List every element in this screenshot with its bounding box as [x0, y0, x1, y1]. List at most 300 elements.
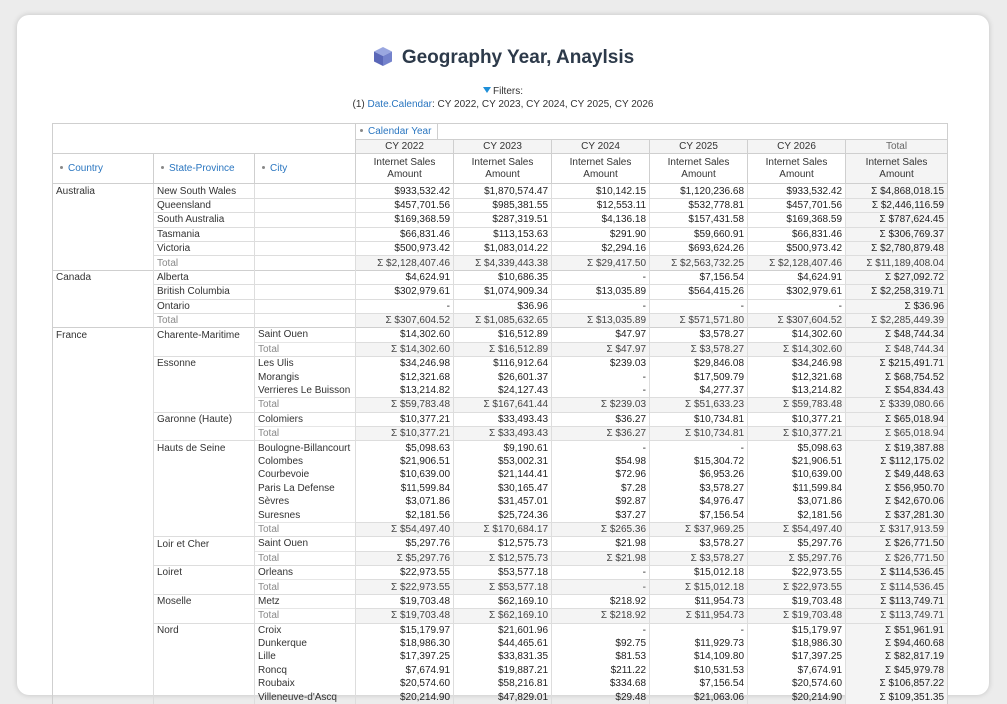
filters-panel [17, 85, 989, 111]
state-cell [154, 664, 255, 677]
value-cell: $7,674.91 [356, 664, 454, 677]
value-cell: Σ $307,604.52 [356, 313, 454, 327]
value-cell: Σ $3,578.27 [650, 342, 748, 356]
measure-header: Internet Sales Amount [552, 154, 650, 184]
state-cell [154, 609, 255, 623]
value-cell: Σ $15,012.18 [650, 580, 748, 594]
state-cell [154, 468, 255, 481]
city-cell[interactable]: Croix [255, 623, 356, 637]
value-cell: $169,368.59 [356, 213, 454, 227]
value-cell: Σ $571,571.80 [650, 313, 748, 327]
row-total-cell: Σ $54,834.43 [846, 384, 948, 398]
table-row [53, 198, 948, 212]
value-cell: $239.03 [552, 357, 650, 371]
country-cell [53, 664, 154, 677]
value-cell: $26,601.37 [454, 370, 552, 383]
table-row [53, 285, 948, 299]
value-cell: Σ $10,377.21 [748, 427, 846, 441]
state-cell[interactable]: Loiret [154, 565, 255, 579]
country-cell [53, 637, 154, 650]
value-cell: - [650, 441, 748, 455]
state-cell[interactable]: South Australia [154, 213, 255, 227]
city-cell [255, 227, 356, 241]
state-cell[interactable]: Victoria [154, 241, 255, 255]
col-header-cy2023[interactable]: CY 2023 [454, 140, 552, 154]
row-total-cell: Σ $114,536.45 [846, 580, 948, 594]
value-cell: $66,831.46 [748, 227, 846, 241]
city-cell[interactable]: Sèvres [255, 495, 356, 508]
value-cell: - [552, 441, 650, 455]
city-cell [255, 299, 356, 313]
table-row [53, 508, 948, 522]
value-cell: $7,156.54 [650, 270, 748, 284]
country-cell [53, 623, 154, 637]
table-row [53, 664, 948, 677]
state-cell [154, 690, 255, 703]
table-row [53, 565, 948, 579]
col-header-cy2022[interactable]: CY 2022 [356, 140, 454, 154]
city-cell [255, 241, 356, 255]
country-cell [53, 398, 154, 412]
country-cell [53, 370, 154, 383]
city-cell: Total [255, 427, 356, 441]
value-cell: $12,575.73 [454, 537, 552, 551]
country-cell [53, 455, 154, 468]
col-header-cy2025[interactable]: CY 2025 [650, 140, 748, 154]
value-cell: $693,624.26 [650, 241, 748, 255]
city-cell [255, 213, 356, 227]
row-total-cell: Σ $82,817.19 [846, 650, 948, 663]
value-cell: $10,142.15 [552, 184, 650, 198]
city-cell: Total [255, 398, 356, 412]
city-cell[interactable]: Saint Ouen [255, 328, 356, 342]
city-cell[interactable]: Les Ulis [255, 357, 356, 371]
value-cell: $29,846.08 [650, 357, 748, 371]
value-cell: $21,906.51 [356, 455, 454, 468]
measure-header: Internet Sales Amount [748, 154, 846, 184]
state-cell [154, 398, 255, 412]
value-cell: - [356, 299, 454, 313]
city-cell[interactable]: Courbevoie [255, 468, 356, 481]
value-cell: $18,986.30 [748, 637, 846, 650]
filter-field-link[interactable]: Date.Calendar [367, 99, 432, 110]
country-cell [53, 441, 154, 455]
table-row [53, 370, 948, 383]
value-cell: $17,397.25 [356, 650, 454, 663]
value-cell: - [552, 270, 650, 284]
table-row [53, 609, 948, 623]
value-cell: Σ $22,973.55 [356, 580, 454, 594]
state-cell[interactable]: Moselle [154, 594, 255, 608]
value-cell: - [552, 384, 650, 398]
state-cell[interactable]: British Columbia [154, 285, 255, 299]
city-cell [255, 184, 356, 198]
value-cell: $37.27 [552, 508, 650, 522]
table-row [53, 213, 948, 227]
value-cell: $291.90 [552, 227, 650, 241]
value-cell: Σ $2,128,407.46 [356, 256, 454, 270]
value-cell: $19,703.48 [748, 594, 846, 608]
city-cell: Total [255, 551, 356, 565]
value-cell: $30,165.47 [454, 482, 552, 495]
state-cell [154, 427, 255, 441]
state-cell [154, 455, 255, 468]
value-cell: Σ $33,493.43 [454, 427, 552, 441]
row-total-cell: Σ $215,491.71 [846, 357, 948, 371]
value-cell: $302,979.61 [356, 285, 454, 299]
value-cell: Σ $5,297.76 [356, 551, 454, 565]
table-row [53, 455, 948, 468]
value-cell: - [748, 299, 846, 313]
row-total-cell: Σ $42,670.06 [846, 495, 948, 508]
value-cell: $4,624.91 [356, 270, 454, 284]
report-title [17, 45, 989, 73]
table-row [53, 384, 948, 398]
country-cell [53, 677, 154, 690]
value-cell: - [552, 580, 650, 594]
state-cell [154, 650, 255, 663]
row-total-cell: Σ $306,769.37 [846, 227, 948, 241]
table-row [53, 537, 948, 551]
value-cell: $10,639.00 [748, 468, 846, 481]
country-cell [53, 213, 154, 227]
city-cell[interactable]: Colombes [255, 455, 356, 468]
state-cell[interactable]: Alberta [154, 270, 255, 284]
row-total-cell: Σ $2,285,449.39 [846, 313, 948, 327]
value-cell: $10,377.21 [356, 412, 454, 426]
value-cell: $14,302.60 [748, 328, 846, 342]
value-cell: Σ $22,973.55 [748, 580, 846, 594]
value-cell: - [552, 299, 650, 313]
table-row [53, 677, 948, 690]
country-cell [53, 427, 154, 441]
value-cell: $1,120,236.68 [650, 184, 748, 198]
country-cell [53, 551, 154, 565]
value-cell: Σ $19,703.48 [748, 609, 846, 623]
value-cell: Σ $167,641.44 [454, 398, 552, 412]
value-cell: Σ $54,497.40 [356, 522, 454, 536]
value-cell: Σ $51,633.23 [650, 398, 748, 412]
row-total-cell: Σ $51,961.91 [846, 623, 948, 637]
value-cell: $11,599.84 [356, 482, 454, 495]
state-cell[interactable]: New South Wales [154, 184, 255, 198]
table-row [53, 594, 948, 608]
state-cell [154, 637, 255, 650]
country-cell [53, 313, 154, 327]
row-field-country[interactable]: Country [53, 154, 154, 184]
row-total-cell: Σ $36.96 [846, 299, 948, 313]
state-cell[interactable]: Ontario [154, 299, 255, 313]
value-cell: - [552, 623, 650, 637]
country-cell[interactable]: Australia [53, 184, 154, 198]
value-cell: $10,377.21 [748, 412, 846, 426]
country-cell [53, 580, 154, 594]
value-cell: $25,724.36 [454, 508, 552, 522]
value-cell: $985,381.55 [454, 198, 552, 212]
country-cell [53, 565, 154, 579]
value-cell: $6,953.26 [650, 468, 748, 481]
value-cell: $116,912.64 [454, 357, 552, 371]
table-row [53, 468, 948, 481]
city-cell[interactable]: Lille [255, 650, 356, 663]
value-cell: $20,574.60 [748, 677, 846, 690]
value-cell: $1,083,014.22 [454, 241, 552, 255]
value-cell: $21,601.96 [454, 623, 552, 637]
row-field-state-province[interactable]: State-Province [154, 154, 255, 184]
state-cell[interactable]: Nord [154, 623, 255, 637]
value-cell: - [552, 370, 650, 383]
row-total-cell: Σ $49,448.63 [846, 468, 948, 481]
row-total-cell: Σ $65,018.94 [846, 427, 948, 441]
value-cell: $933,532.42 [748, 184, 846, 198]
value-cell: $19,703.48 [356, 594, 454, 608]
city-cell[interactable]: Paris La Defense [255, 482, 356, 495]
value-cell: $17,509.79 [650, 370, 748, 383]
country-cell [53, 198, 154, 212]
value-cell: $15,179.97 [748, 623, 846, 637]
value-cell: $2,294.16 [552, 241, 650, 255]
row-total-cell: Σ $26,771.50 [846, 537, 948, 551]
country-cell [53, 690, 154, 703]
value-cell: $19,887.21 [454, 664, 552, 677]
table-row [53, 482, 948, 495]
value-cell: $7,156.54 [650, 677, 748, 690]
value-cell: $157,431.58 [650, 213, 748, 227]
value-cell: Σ $59,783.48 [748, 398, 846, 412]
value-cell: Σ $239.03 [552, 398, 650, 412]
row-total-cell: Σ $787,624.45 [846, 213, 948, 227]
value-cell: - [552, 565, 650, 579]
col-header-cy2024[interactable]: CY 2024 [552, 140, 650, 154]
country-cell [53, 256, 154, 270]
value-cell: $54.98 [552, 455, 650, 468]
city-cell [255, 285, 356, 299]
row-total-cell: Σ $56,950.70 [846, 482, 948, 495]
table-row [53, 495, 948, 508]
city-cell[interactable]: Orleans [255, 565, 356, 579]
table-row [53, 313, 948, 327]
value-cell: $3,071.86 [356, 495, 454, 508]
city-cell[interactable]: Metz [255, 594, 356, 608]
value-cell: $287,319.51 [454, 213, 552, 227]
city-cell[interactable]: Suresnes [255, 508, 356, 522]
value-cell: - [650, 623, 748, 637]
value-cell: $92.75 [552, 637, 650, 650]
country-cell[interactable]: France [53, 328, 154, 342]
value-cell: $13,214.82 [748, 384, 846, 398]
value-cell: $47,829.01 [454, 690, 552, 703]
value-cell: $9,190.61 [454, 441, 552, 455]
value-cell: $4,136.18 [552, 213, 650, 227]
country-cell [53, 285, 154, 299]
value-cell: $211.22 [552, 664, 650, 677]
table-row [53, 580, 948, 594]
city-cell: Total [255, 342, 356, 356]
value-cell: $36.96 [454, 299, 552, 313]
country-cell [53, 594, 154, 608]
value-cell: Σ $218.92 [552, 609, 650, 623]
table-row [53, 441, 948, 455]
row-total-cell: Σ $109,351.35 [846, 690, 948, 703]
value-cell: $34,246.98 [356, 357, 454, 371]
row-total-cell: Σ $2,780,879.48 [846, 241, 948, 255]
value-cell: Σ $3,578.27 [650, 551, 748, 565]
value-cell: $17,397.25 [748, 650, 846, 663]
value-cell: $15,179.97 [356, 623, 454, 637]
value-cell: Σ $10,734.81 [650, 427, 748, 441]
state-cell[interactable]: Hauts de Seine [154, 441, 255, 455]
filter-prefix: (1) [352, 99, 368, 110]
value-cell: $29.48 [552, 690, 650, 703]
city-cell[interactable]: Roncq [255, 664, 356, 677]
table-row [53, 299, 948, 313]
value-cell: $10,734.81 [650, 412, 748, 426]
value-cell: $5,297.76 [356, 537, 454, 551]
value-cell: Σ $62,169.10 [454, 609, 552, 623]
value-cell: $53,577.18 [454, 565, 552, 579]
value-cell: $18,986.30 [356, 637, 454, 650]
country-cell [53, 468, 154, 481]
value-cell: $532,778.81 [650, 198, 748, 212]
country-cell[interactable]: Canada [53, 270, 154, 284]
city-cell[interactable]: Boulogne-Billancourt [255, 441, 356, 455]
row-total-cell: Σ $27,092.72 [846, 270, 948, 284]
value-cell: $2,181.56 [748, 508, 846, 522]
state-cell[interactable]: Loir et Cher [154, 537, 255, 551]
value-cell: $11,599.84 [748, 482, 846, 495]
country-cell [53, 342, 154, 356]
value-cell: $3,578.27 [650, 482, 748, 495]
country-cell [53, 609, 154, 623]
value-cell: Σ $265.36 [552, 522, 650, 536]
filter-icon[interactable] [483, 87, 491, 93]
value-cell: Σ $21.98 [552, 551, 650, 565]
table-row [53, 398, 948, 412]
value-cell: Σ $2,128,407.46 [748, 256, 846, 270]
value-cell: $3,071.86 [748, 495, 846, 508]
value-cell: $5,098.63 [748, 441, 846, 455]
value-cell: $53,002.31 [454, 455, 552, 468]
row-total-cell: Σ $106,857.22 [846, 677, 948, 690]
value-cell: Σ $53,577.18 [454, 580, 552, 594]
state-cell[interactable]: Garonne (Haute) [154, 412, 255, 426]
country-cell [53, 241, 154, 255]
table-row [53, 357, 948, 371]
value-cell: $334.68 [552, 677, 650, 690]
column-field-calendar-year[interactable]: Calendar Year [356, 124, 438, 139]
city-cell [255, 270, 356, 284]
row-total-cell: Σ $4,868,018.15 [846, 184, 948, 198]
state-cell: Total [154, 256, 255, 270]
state-cell [154, 551, 255, 565]
col-header-cy2026[interactable]: CY 2026 [748, 140, 846, 154]
value-cell: Σ $29,417.50 [552, 256, 650, 270]
table-row [53, 342, 948, 356]
city-cell[interactable]: Roubaix [255, 677, 356, 690]
state-cell[interactable]: Essonne [154, 357, 255, 371]
value-cell: $15,304.72 [650, 455, 748, 468]
value-cell: Σ $10,377.21 [356, 427, 454, 441]
value-cell: $20,214.90 [748, 690, 846, 703]
value-cell: $4,976.47 [650, 495, 748, 508]
value-cell: Σ $36.27 [552, 427, 650, 441]
value-cell: $21,063.06 [650, 690, 748, 703]
table-row [53, 522, 948, 536]
row-total-cell: Σ $65,018.94 [846, 412, 948, 426]
value-cell: $11,929.73 [650, 637, 748, 650]
city-cell[interactable]: Dunkerque [255, 637, 356, 650]
value-cell: $12,321.68 [356, 370, 454, 383]
row-total-cell: Σ $11,189,408.04 [846, 256, 948, 270]
report-card [17, 15, 989, 703]
value-cell: $500,973.42 [356, 241, 454, 255]
value-cell: Σ $307,604.52 [748, 313, 846, 327]
city-cell: Total [255, 580, 356, 594]
measure-header: Internet Sales Amount [846, 154, 948, 184]
value-cell: $16,512.89 [454, 328, 552, 342]
row-field-city[interactable]: City [255, 154, 356, 184]
state-cell[interactable]: Charente-Maritime [154, 328, 255, 342]
city-cell[interactable]: Colomiers [255, 412, 356, 426]
country-cell [53, 412, 154, 426]
row-total-cell: Σ $339,080.66 [846, 398, 948, 412]
value-cell: Σ $5,297.76 [748, 551, 846, 565]
value-cell: $12,553.11 [552, 198, 650, 212]
value-cell: $457,701.56 [356, 198, 454, 212]
city-cell[interactable]: Saint Ouen [255, 537, 356, 551]
city-cell[interactable]: Verrieres Le Buisson [255, 384, 356, 398]
filter-values: : CY 2022, CY 2023, CY 2024, CY 2025, CY 2026 [432, 99, 654, 110]
row-total-cell: Σ $26,771.50 [846, 551, 948, 565]
state-cell [154, 342, 255, 356]
value-cell: $81.53 [552, 650, 650, 663]
table-row [53, 227, 948, 241]
pivot-table [52, 123, 947, 704]
state-cell [154, 482, 255, 495]
value-cell: $2,181.56 [356, 508, 454, 522]
country-cell [53, 508, 154, 522]
value-cell: Σ $54,497.40 [748, 522, 846, 536]
value-cell: $218.92 [552, 594, 650, 608]
value-cell: $457,701.56 [748, 198, 846, 212]
state-cell[interactable]: Queensland [154, 198, 255, 212]
value-cell: Σ $170,684.17 [454, 522, 552, 536]
value-cell: $14,302.60 [356, 328, 454, 342]
value-cell: $33,831.35 [454, 650, 552, 663]
state-cell: Total [154, 313, 255, 327]
value-cell: $13,035.89 [552, 285, 650, 299]
value-cell: $36.27 [552, 412, 650, 426]
table-row [53, 256, 948, 270]
value-cell: $21,144.41 [454, 468, 552, 481]
value-cell: $15,012.18 [650, 565, 748, 579]
city-cell[interactable]: Villeneuve-d'Ascq [255, 690, 356, 703]
table-row [53, 270, 948, 284]
city-cell [255, 198, 356, 212]
state-cell[interactable]: Tasmania [154, 227, 255, 241]
table-row [53, 241, 948, 255]
value-cell: - [650, 299, 748, 313]
value-cell: $24,127.43 [454, 384, 552, 398]
value-cell: $62,169.10 [454, 594, 552, 608]
value-cell: $31,457.01 [454, 495, 552, 508]
value-cell: $1,870,574.47 [454, 184, 552, 198]
value-cell: Σ $19,703.48 [356, 609, 454, 623]
city-cell[interactable]: Morangis [255, 370, 356, 383]
row-total-cell: Σ $45,979.78 [846, 664, 948, 677]
row-total-cell: Σ $68,754.52 [846, 370, 948, 383]
row-total-cell: Σ $317,913.59 [846, 522, 948, 536]
